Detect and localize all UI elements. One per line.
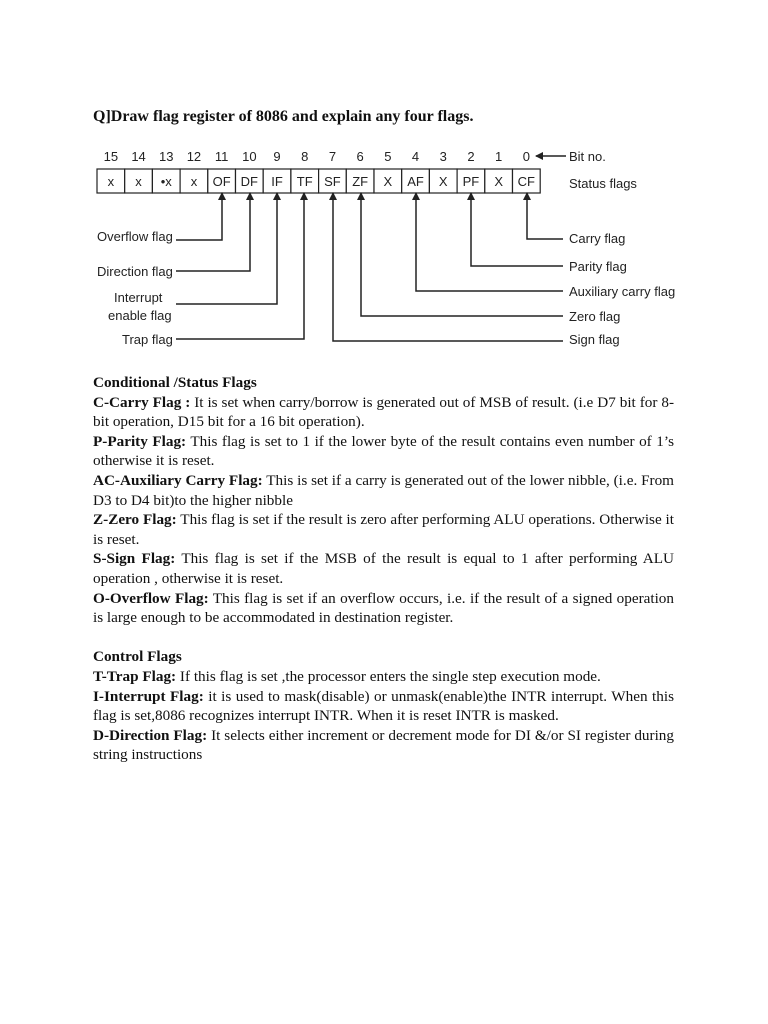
register-cell	[208, 169, 236, 193]
register-cell-label: CF	[517, 174, 536, 189]
register-cell	[263, 169, 291, 193]
auxiliary-carry-flag-label: Auxiliary carry flag	[569, 284, 676, 299]
interrupt-flag-label-line1: Interrupt	[114, 290, 163, 305]
register-cell-label: x	[107, 174, 115, 189]
direction-flag-connector	[176, 193, 250, 271]
flag-term: P-Parity Flag:	[93, 432, 187, 450]
bit-number: 11	[214, 149, 229, 164]
control-flags-list	[93, 667, 674, 765]
status-flags-heading: Conditional /Status Flags	[93, 374, 257, 391]
explanation-body	[93, 373, 674, 765]
register-cell	[319, 169, 347, 193]
bit-number: 13	[159, 149, 174, 164]
flag-description	[93, 471, 674, 510]
flag-description	[93, 687, 674, 726]
register-cell-label: TF	[296, 174, 313, 189]
flag-description	[93, 726, 674, 765]
register-cell	[429, 169, 457, 193]
bit-number: 15	[103, 149, 119, 164]
question-heading: Q]Draw flag register of 8086 and explain any four flags.	[93, 108, 474, 125]
flag-term: O-Overflow Flag:	[93, 589, 209, 607]
flag-definition: This is set if a carry is generated out of the lower nibble, (i.e. From D3 to D4 bit)to the higher nibble	[93, 471, 674, 509]
trap-flag-label: Trap flag	[122, 332, 173, 347]
register-cell-label: X	[383, 174, 393, 189]
flag-term: C-Carry Flag :	[93, 393, 191, 411]
register-cell	[125, 169, 153, 193]
flag-definition: It is set when carry/borrow is generated out of MSB of result. (i.e D7 bit for 8-bit operation, D15 bit for a 16 bit operation).	[93, 393, 675, 431]
overflow-flag-connector	[176, 193, 222, 240]
register-cell	[374, 169, 402, 193]
parity-flag-label: Parity flag	[569, 259, 627, 274]
register-cell	[485, 169, 513, 193]
flag-description	[93, 589, 674, 628]
bit-number: 10	[242, 149, 257, 164]
flag-definition: This flag is set if the MSB of the result is equal to 1 after performing ALU operation , otherwise it is reset.	[93, 550, 674, 587]
register-cell	[402, 169, 430, 193]
flag-description	[93, 393, 674, 432]
trap-flag-connector	[176, 193, 304, 339]
flag-description	[93, 549, 674, 588]
flag-definition: This flag is set if the result is zero after performing ALU operations. Otherwise it is reset.	[93, 511, 674, 548]
register-cell-label: PF	[462, 174, 480, 189]
bit-no-label: Bit no.	[569, 149, 606, 164]
register-cell-label: IF	[271, 174, 283, 189]
flag-term: I-Interrupt Flag:	[93, 687, 204, 705]
bit-number: 5	[384, 149, 392, 164]
flag-term: AC-Auxiliary Carry Flag:	[93, 471, 263, 489]
flag-term: S-Sign Flag:	[93, 550, 176, 568]
flag-term: D-Direction Flag:	[93, 726, 208, 744]
register-cell	[513, 169, 541, 193]
flag-description	[93, 510, 674, 549]
bit-number: 7	[328, 149, 337, 164]
register-cell	[180, 169, 208, 193]
carry-flag-label: Carry flag	[569, 231, 626, 246]
zero-flag-label: Zero flag	[569, 309, 621, 324]
interrupt-flag-label-line2: enable flag	[108, 308, 172, 323]
status-flags-label: Status flags	[569, 176, 637, 191]
flag-description	[93, 667, 674, 687]
flag-term: Z-Zero Flag:	[93, 511, 177, 529]
register-cell	[346, 169, 374, 193]
register-cells	[97, 169, 540, 193]
register-cell-label: •x	[160, 174, 172, 189]
bit-number: 9	[273, 149, 281, 164]
status-flags-list	[93, 393, 674, 628]
register-cell	[236, 169, 264, 193]
bit-number: 1	[495, 149, 503, 164]
flag-definition: It selects either increment or decrement mode for DI &/or SI register during string instructions	[93, 726, 674, 764]
register-cell-label: ZF	[352, 174, 369, 189]
direction-flag-label: Direction flag	[97, 264, 173, 279]
control-flags-heading: Control Flags	[93, 648, 182, 666]
bit-number: 8	[301, 149, 309, 164]
carry-flag-connector	[527, 193, 563, 239]
interrupt-flag-connector	[176, 193, 277, 304]
bit-number: 2	[467, 149, 475, 164]
register-cell	[457, 169, 485, 193]
bit-number: 4	[411, 149, 420, 164]
flag-register-diagram	[0, 0, 768, 370]
auxiliary-carry-flag-connector	[416, 193, 563, 291]
sign-flag-label: Sign flag	[569, 332, 620, 347]
bit-number: 12	[186, 149, 202, 164]
overflow-flag-label: Overflow flag	[97, 229, 173, 244]
register-cell-label: x	[190, 174, 198, 189]
sign-flag-connector	[333, 193, 563, 341]
register-cell-label: X	[438, 174, 448, 189]
register-cell	[291, 169, 319, 193]
register-cell-label: x	[135, 174, 142, 189]
flag-definition: it is used to mask(disable) or unmask(enable)the INTR interrupt. When this flag is set,8086 recognizes interrupt INTR. When it is reset INTR is masked.	[93, 687, 674, 725]
bit-number: 0	[522, 149, 530, 164]
bit-number: 14	[131, 149, 146, 164]
parity-flag-connector	[471, 193, 563, 266]
register-cell-label: X	[494, 174, 503, 189]
bit-number: 3	[439, 149, 447, 164]
flag-definition: This flag is set if an overflow occurs, i.e. if the result of a signed operation is large enough to be accommodated in destination register.	[93, 589, 674, 627]
register-cell-label: OF	[212, 174, 231, 189]
section-gap	[93, 628, 674, 648]
zero-flag-connector	[361, 193, 563, 316]
flag-definition: If this flag is set ,the processor enters the single step execution mode.	[176, 667, 601, 685]
register-cell	[97, 169, 125, 193]
register-cell-label: DF	[240, 174, 259, 189]
flag-term: T-Trap Flag:	[93, 667, 177, 685]
bit-number-row	[104, 149, 530, 164]
flag-definition: This flag is set to 1 if the lower byte of the result contains even number of 1’s otherwise it is reset.	[93, 432, 674, 470]
register-cell	[152, 169, 180, 193]
bit-number: 6	[356, 149, 364, 164]
register-cell-label: AF	[407, 174, 424, 189]
register-cell-label: SF	[324, 174, 341, 189]
flag-description	[93, 432, 674, 471]
